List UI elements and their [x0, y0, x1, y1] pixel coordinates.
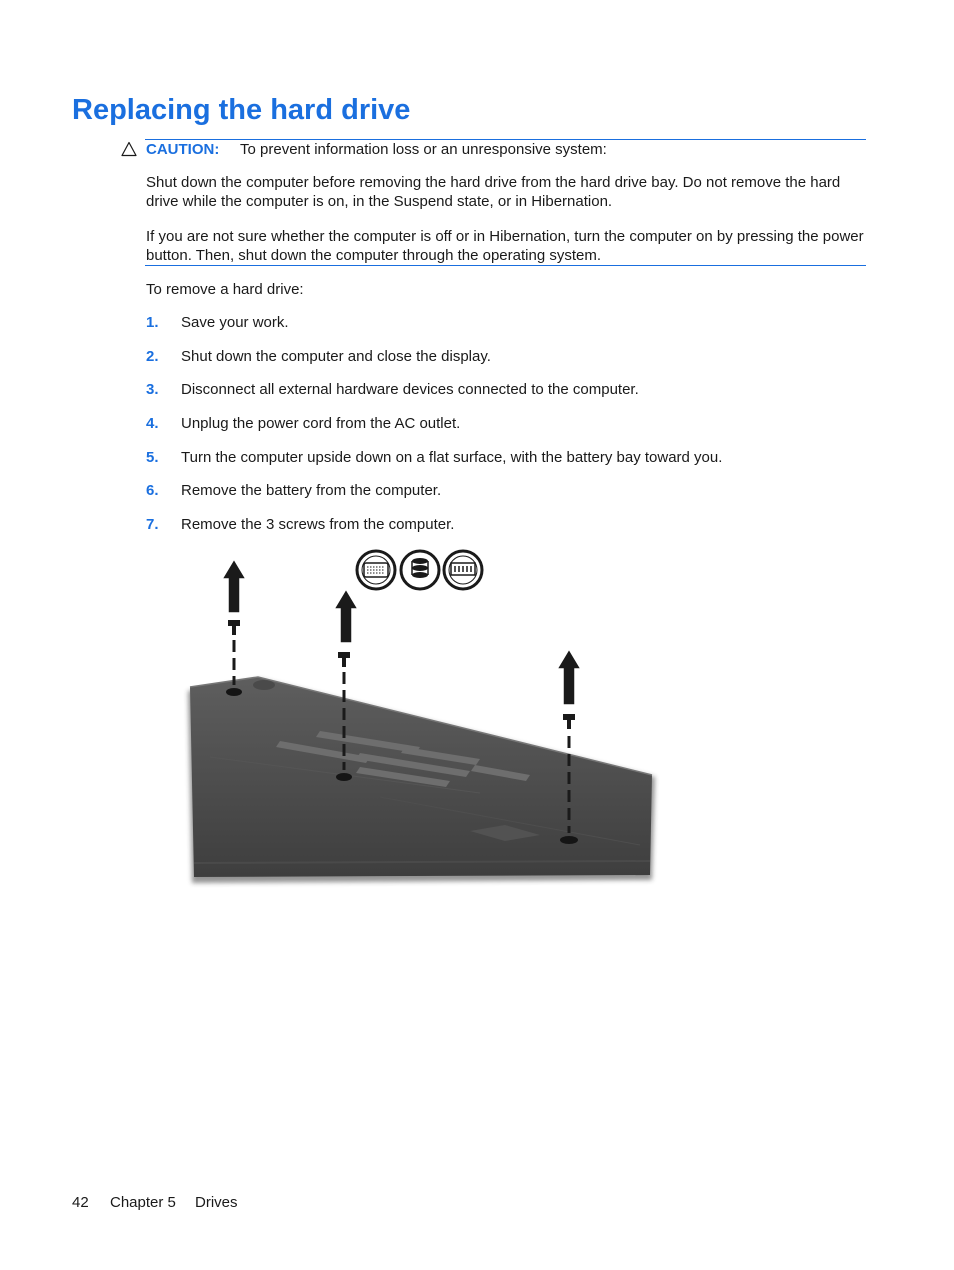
computer-base-bottom [188, 677, 655, 883]
chapter-label: Chapter 5 [110, 1194, 176, 1211]
caution-paragraph: If you are not sure whether the computer is off or in Hibernation, turn the computer on by pressing the power button. Then, shut down the computer through the operating system. [146, 228, 864, 264]
step-number: 1. [146, 314, 159, 331]
warning-triangle-icon [121, 141, 137, 157]
step-number: 5. [146, 449, 159, 466]
step-text: Disconnect all external hardware devices connected to the computer. [181, 381, 639, 398]
step-number: 4. [146, 415, 159, 432]
caution-paragraph: Shut down the computer before removing the hard drive from the hard drive bay. Do not remove the hard drive while the computer is on, in the Suspend state, or in Hibernation. [146, 174, 841, 210]
step-text: Shut down the computer and close the display. [181, 348, 491, 365]
caution-label: CAUTION: [146, 141, 220, 158]
step-number: 7. [146, 516, 159, 533]
step-text: Remove the 3 screws from the computer. [181, 516, 455, 533]
procedure-intro: To remove a hard drive: [146, 281, 304, 298]
page-title: Replacing the hard drive [72, 94, 411, 126]
screw-removal-illustration [180, 545, 670, 890]
step-text: Remove the battery from the computer. [181, 482, 442, 499]
step-number: 3. [146, 381, 159, 398]
memory-module-icon [444, 551, 482, 589]
hard-drive-icon [401, 551, 439, 589]
step-text: Save your work. [181, 314, 289, 331]
step-number: 6. [146, 482, 159, 499]
caution-bottom-rule [145, 265, 866, 266]
keyboard-icon [357, 551, 395, 589]
step-text: Unplug the power cord from the AC outlet. [181, 415, 461, 432]
section-label: Drives [195, 1194, 238, 1211]
caution-text: To prevent information loss or an unresponsive system: [240, 141, 607, 158]
step-number: 2. [146, 348, 159, 365]
step-text: Turn the computer upside down on a flat surface, with the battery bay toward you. [181, 449, 723, 466]
page-number: 42 [72, 1194, 89, 1211]
